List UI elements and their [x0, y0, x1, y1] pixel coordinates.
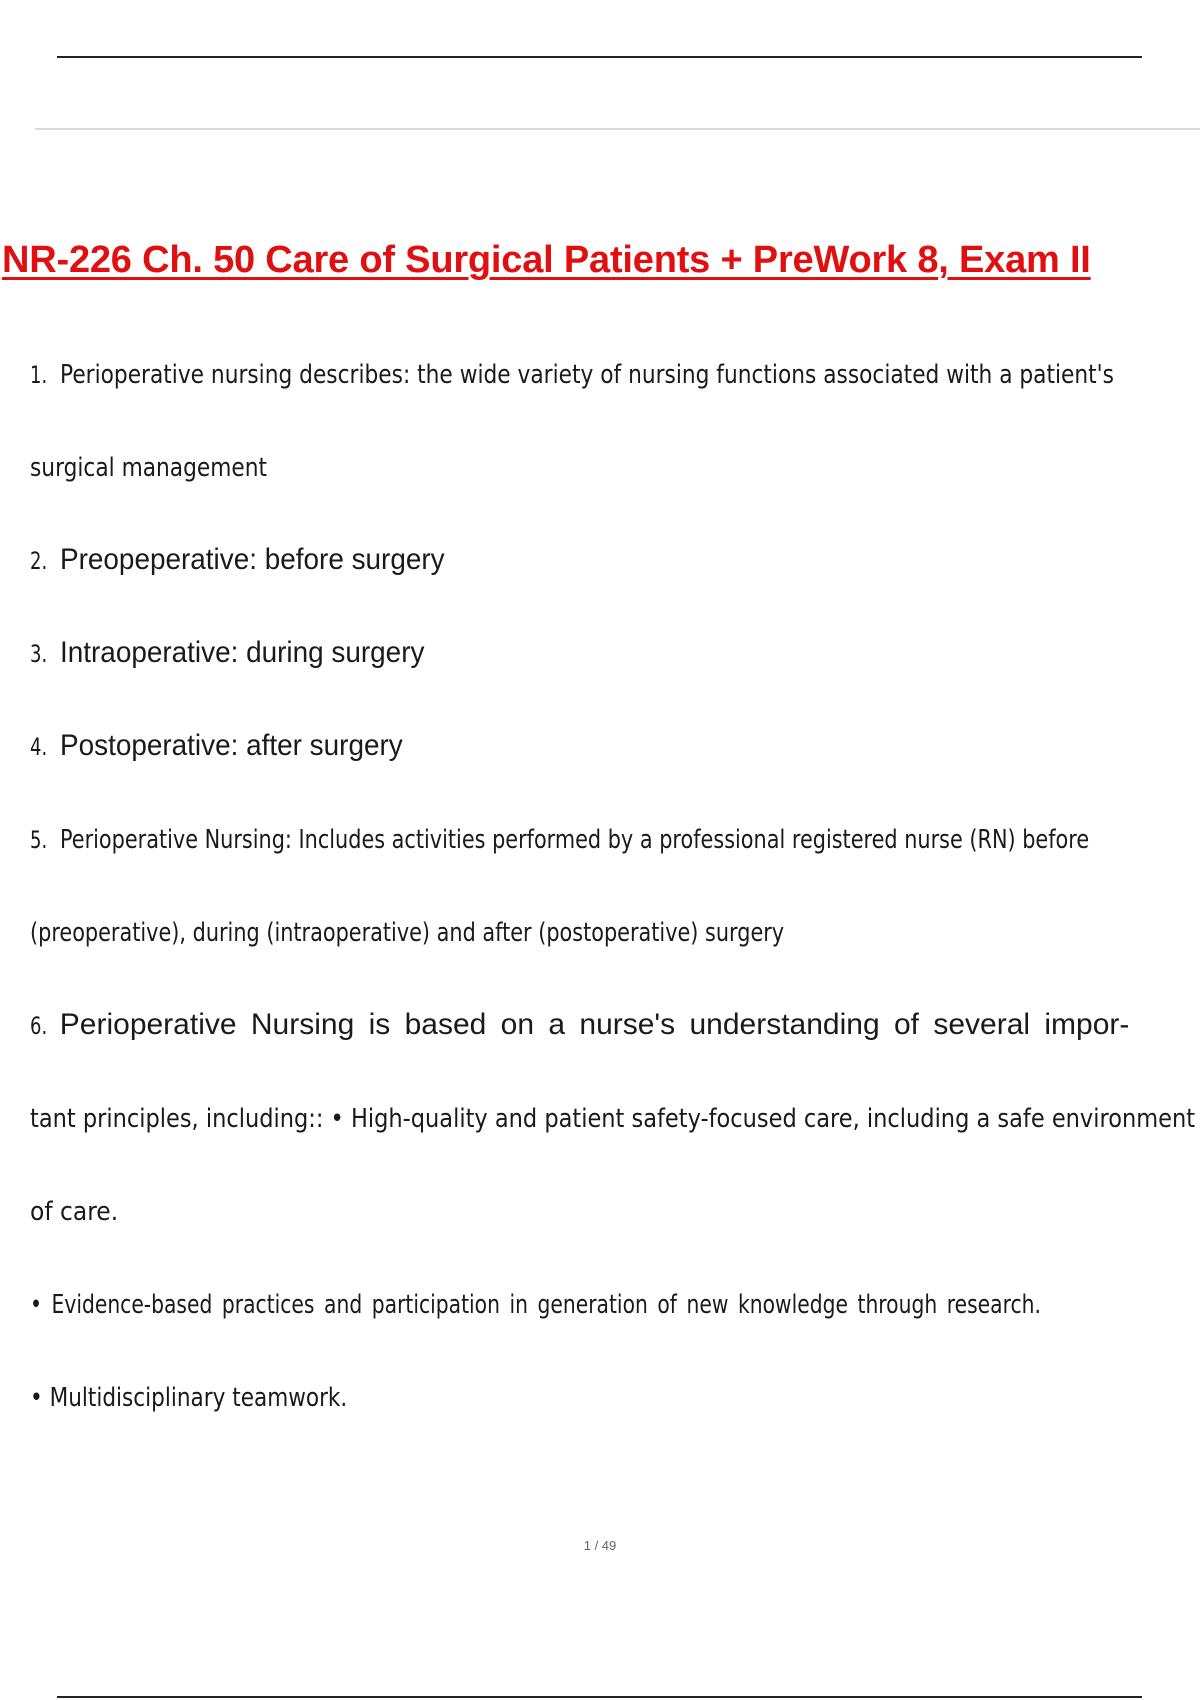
item-text: Preopeperative: before surgery	[59, 543, 445, 576]
item-number: 6.	[30, 1012, 48, 1040]
list-item	[30, 699, 1198, 792]
bullet-text: • Multidisciplinary teamwork.	[30, 1383, 348, 1413]
item-number: 2.	[30, 547, 48, 575]
item-text: (preoperative), during (intraoperative) and after (postoperative) surgery	[30, 918, 785, 948]
bottom-rule	[57, 1696, 1142, 1698]
page-number: 1 / 49	[583, 1538, 617, 1553]
document-title: NR-226 Ch. 50 Care of Surgical Patients + PreWork 8, Exam II	[2, 239, 1091, 281]
item-number: 3.	[30, 640, 48, 668]
item-text: Perioperative Nursing is based on a nurse's understanding of several impor-	[59, 1008, 1130, 1041]
list-item	[30, 792, 1198, 978]
qa-content	[30, 327, 1198, 1443]
header-divider	[35, 128, 1200, 130]
list-item	[30, 327, 1198, 513]
item-number: 1.	[30, 361, 48, 389]
item-text: Intraoperative: during surgery	[59, 636, 425, 669]
item-text: Postoperative: after surgery	[59, 729, 403, 762]
item-text: of care.	[30, 1197, 119, 1227]
item-text: surgical management	[30, 453, 268, 483]
item-number: 4.	[30, 733, 48, 761]
item-text: Perioperative Nursing: Includes activities performed by a professional registered nurse (RN) before	[59, 825, 1089, 855]
list-item	[30, 513, 1198, 606]
item-text: Perioperative nursing describes: the wide variety of nursing functions associated with a patient's	[59, 360, 1114, 390]
item-number: 5.	[30, 826, 48, 854]
bullet-text: • Evidence-based practices and participation in generation of new knowledge through research.	[30, 1290, 1041, 1320]
list-item	[30, 606, 1198, 699]
top-rule	[57, 56, 1142, 58]
list-item	[30, 978, 1198, 1443]
item-text: tant principles, including:: • High-quality and patient safety-focused care, including a safe environment	[30, 1104, 1196, 1134]
